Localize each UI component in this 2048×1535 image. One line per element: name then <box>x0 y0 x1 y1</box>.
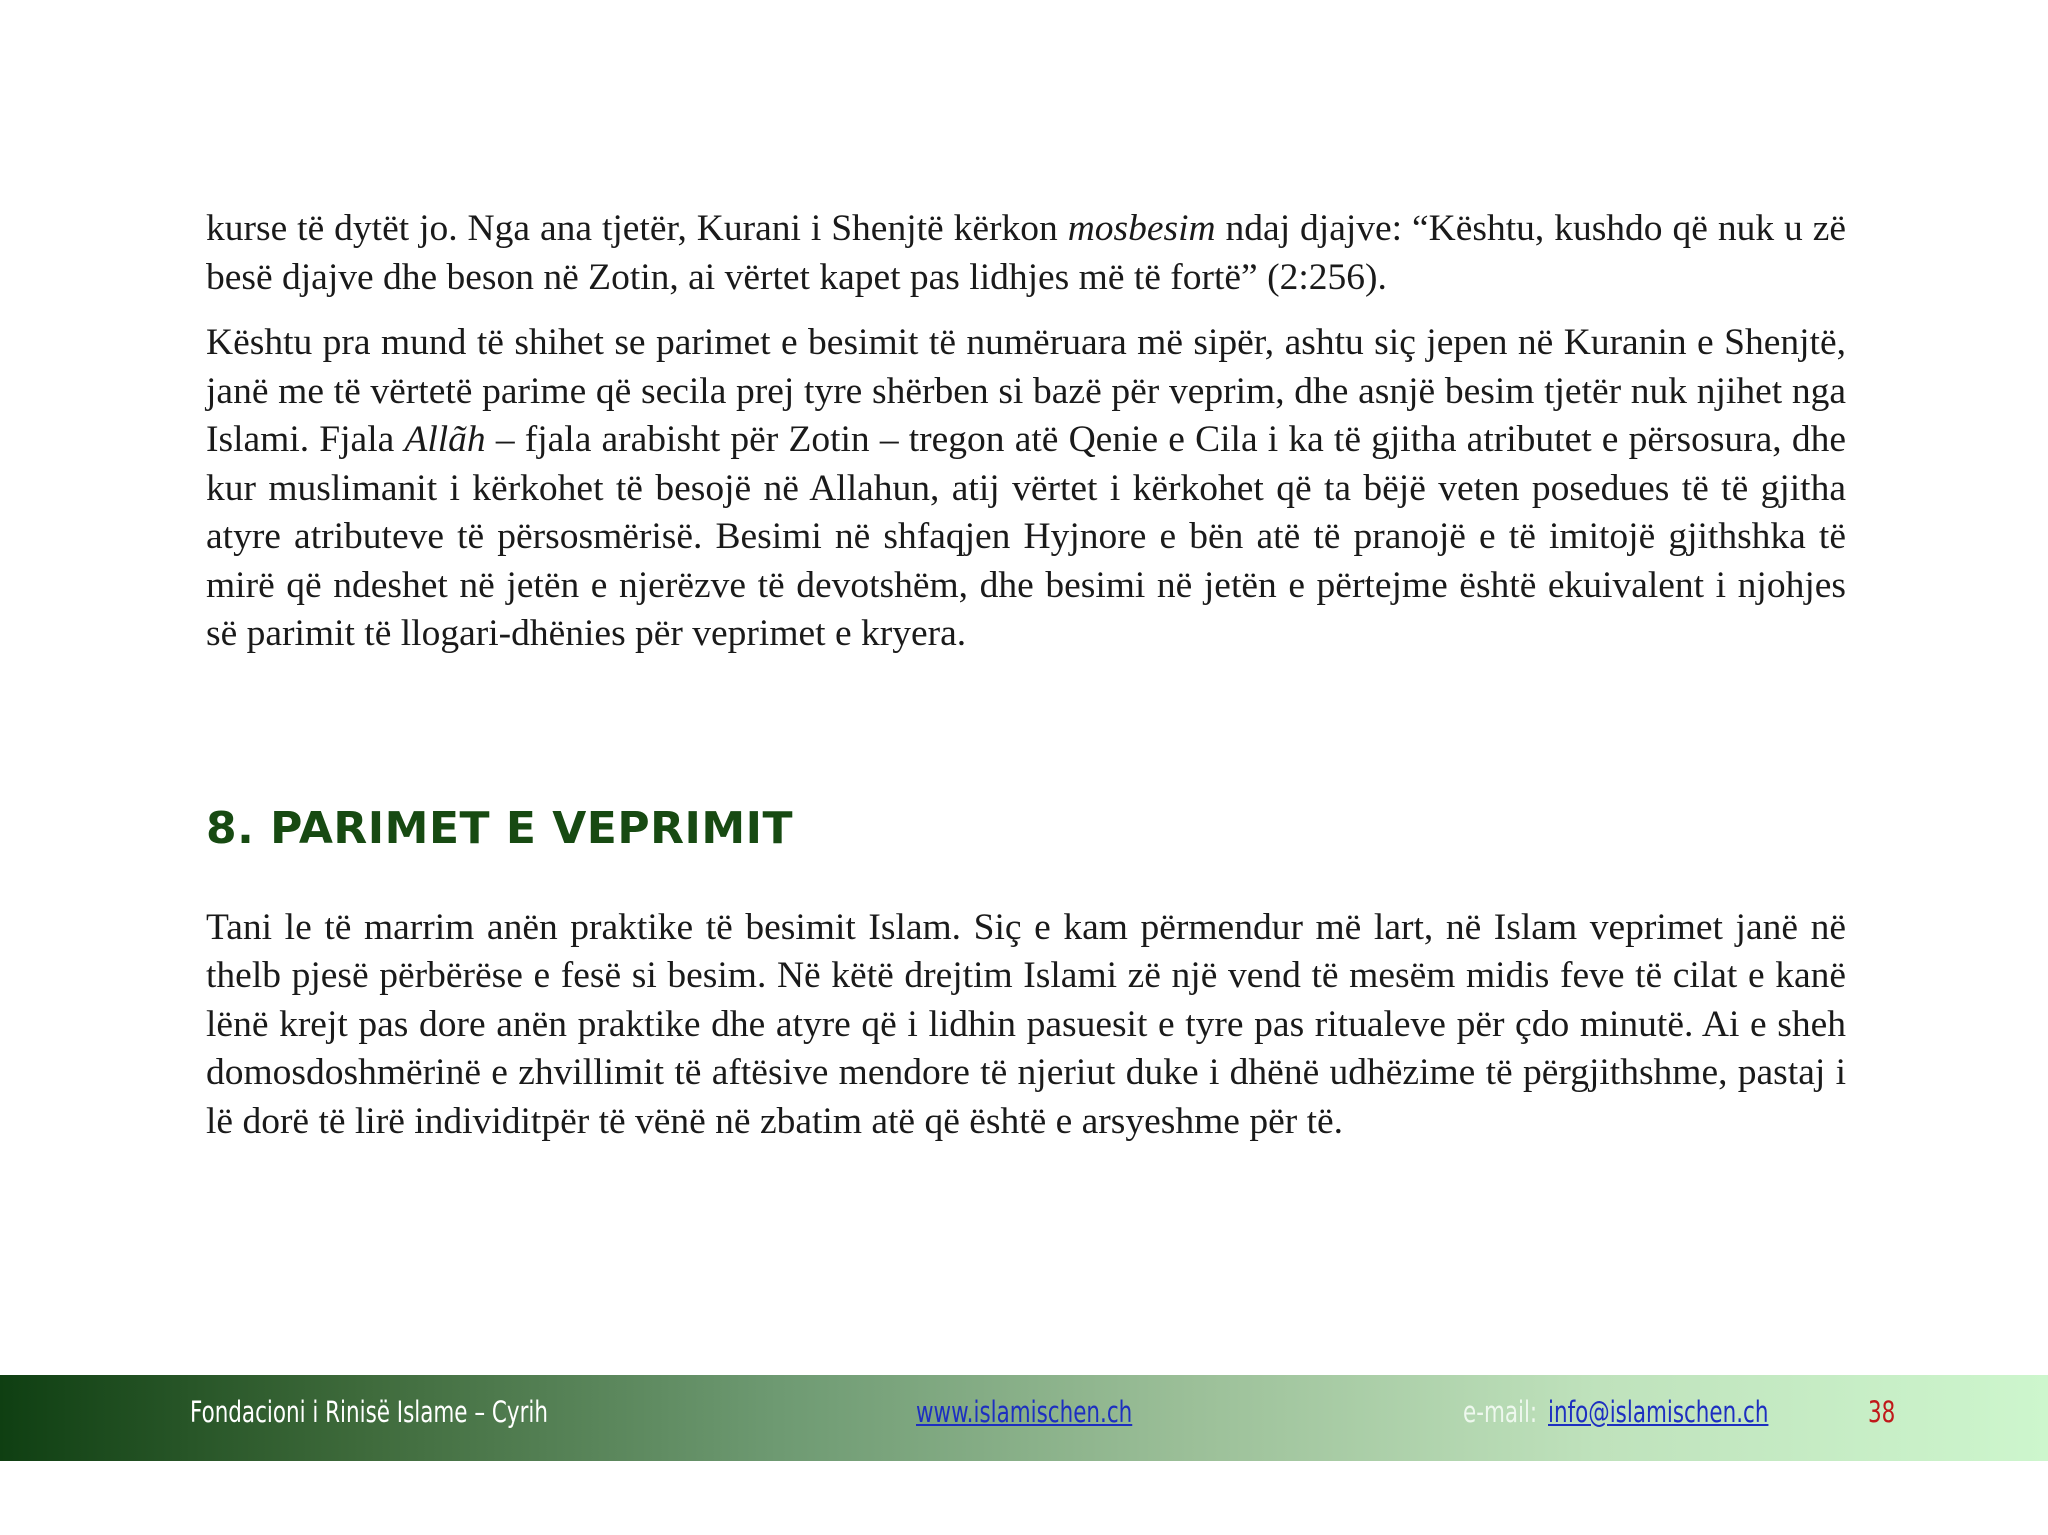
paragraph-2-text-b: – fjala arabisht për Zotin – tregon atë Qenie e Cila i ka të gjitha atributet e përsosura, dhe kur muslimanit i kërkohet të besojë në Allahun, atij vërtet i kërkohet që ta bëjë veten posedues të të gjitha atyre atributeve të përsosmërisë. Besimi në shfaqjen Hyjnore e bën atë të pranojë e të imitojë gjithshka të mirë që ndeshet në jetën e njerëzve të devotshëm, dhe besimi në jetën e përtejme është ekuivalent i njohjes së parimit të llogari-dhënies për veprimet e kryera. <box>206 419 1846 654</box>
paragraph-1-italic-term: mosbesim <box>1067 208 1216 249</box>
paragraph-1 <box>206 205 1846 302</box>
footer-email-label: e-mail: <box>1463 1395 1538 1429</box>
footer-website-link[interactable]: www.islamischen.ch <box>916 1395 1133 1429</box>
page-number: 38 <box>1868 1395 1896 1429</box>
section-heading: 8. PARIMET E VEPRIMIT <box>206 802 793 854</box>
paragraph-2-text-a: Kështu pra mund të shihet se parimet e besimit të numëruara më sipër, ashtu siç jepen në Kuranin e Shenjtë, janë me të vërtetë parime që secila prej tyre shërben si bazë për veprim, dhe asnjë besim tjetër nuk njihet nga Islami. Fjala <box>206 322 1846 460</box>
document-body <box>206 205 1846 1146</box>
paragraph-2-italic-term: Allãh <box>404 419 486 460</box>
paragraph-1-text-b: ndaj djajve: “Kështu, kushdo që nuk u zë besë djajve dhe beson në Zotin, ai vërtet kapet pas lidhjes më të fortë” (2:256). <box>206 208 1846 298</box>
footer-organization: Fondacioni i Rinisë Islame – Cyrih <box>190 1395 548 1429</box>
footer-email-link[interactable]: info@islamischen.ch <box>1548 1395 1769 1429</box>
paragraph-2 <box>206 319 1846 659</box>
paragraph-3: Tani le të marrim anën praktike të besimit Islam. Siç e kam përmendur më lart, në Islam veprimet janë në thelb pjesë përbërëse e fesë si besim. Në këtë drejtim Islami zë një vend të mesëm midis feve të cilat e kanë lënë krejt pas dore anën praktike dhe atyre që i lidhin pasuesit e tyre pas ritualeve për çdo minutë. Ai e sheh domosdoshmërinë e zhvillimit të aftësive mendore të njeriut duke i dhënë udhëzime të përgjithshme, pastaj i lë dorë të lirë individitpër të vënë në zbatim atë që është e arsyeshme për të. <box>206 906 1846 1142</box>
paragraph-1-text-a: kurse të dytët jo. Nga ana tjetër, Kurani i Shenjtë kërkon <box>206 208 1068 249</box>
footer-bar <box>0 1375 2048 1461</box>
